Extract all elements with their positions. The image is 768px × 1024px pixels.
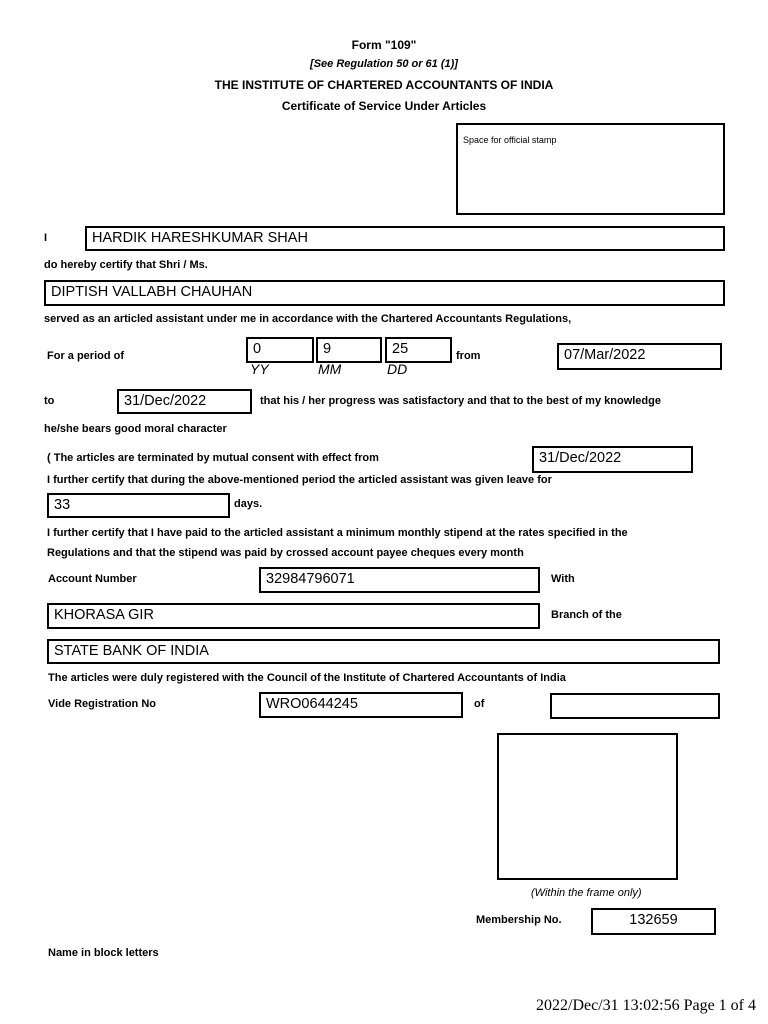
stipend-text-line1: I further certify that I have paid to the articled assistant a minimum monthly stipend at the rates specified in the: [47, 527, 628, 539]
official-stamp-box: [456, 123, 725, 215]
days-unit-label: DD: [387, 361, 408, 377]
membership-no-label: Membership No.: [476, 914, 562, 926]
account-number-label: Account Number: [48, 573, 137, 585]
form-number: Form "109": [351, 38, 417, 52]
months-unit-label: MM: [318, 361, 342, 377]
regulation-reference: [See Regulation 50 or 61 (1)]: [310, 58, 458, 70]
period-months-field[interactable]: 9: [316, 337, 382, 363]
signature-frame[interactable]: [497, 733, 678, 880]
period-days-field[interactable]: 25: [385, 337, 452, 363]
assistant-name-field[interactable]: DIPTISH VALLABH CHAUHAN: [44, 280, 725, 306]
from-label: from: [456, 350, 481, 362]
signature-frame-note: (Within the frame only): [531, 887, 642, 899]
leave-text: I further certify that during the above-mentioned period the articled assistant was given leave for: [47, 474, 552, 486]
to-date-field[interactable]: 31/Dec/2022: [117, 389, 252, 414]
leave-days-field[interactable]: 33: [47, 493, 230, 518]
period-years-field[interactable]: 0: [246, 337, 314, 363]
account-number-field[interactable]: 32984796071: [259, 567, 540, 593]
served-text: served as an articled assistant under me in accordance with the Chartered Accountants Regulations,: [44, 313, 572, 325]
registration-no-label: Vide Registration No: [48, 698, 156, 710]
name-block-letters-label: Name in block letters: [48, 947, 159, 959]
institute-title: THE INSTITUTE OF CHARTERED ACCOUNTANTS OF INDIA: [214, 78, 554, 92]
progress-text: that his / her progress was satisfactory and that to the best of my knowledge: [260, 395, 661, 407]
membership-number-field[interactable]: 132659: [591, 908, 716, 935]
period-label: For a period of: [47, 350, 124, 362]
moral-character-text: he/she bears good moral character: [44, 423, 227, 435]
stipend-text-line2: Regulations and that the stipend was paid by crossed account payee cheques every month: [47, 547, 524, 559]
registration-number-field[interactable]: WRO0644245: [259, 692, 463, 718]
i-label: I: [44, 232, 48, 244]
years-unit-label: YY: [250, 361, 269, 377]
of-label: of: [474, 698, 485, 710]
principal-name-field[interactable]: HARDIK HARESHKUMAR SHAH: [85, 226, 725, 251]
branch-field[interactable]: KHORASA GIR: [47, 603, 540, 629]
termination-text: ( The articles are terminated by mutual consent with effect from: [47, 452, 379, 464]
certificate-title: Certificate of Service Under Articles: [281, 99, 487, 113]
stamp-label: Space for official stamp: [463, 135, 557, 145]
branch-of-label: Branch of the: [551, 609, 622, 621]
with-label: With: [551, 573, 575, 585]
registration-text: The articles were duly registered with the Council of the Institute of Chartered Accountants of India: [48, 672, 566, 684]
footer-timestamp: 2022/Dec/31 13:02:56 Page 1 of 4: [536, 997, 756, 1014]
termination-date-field[interactable]: 31/Dec/2022: [532, 446, 693, 473]
registration-date-field[interactable]: [550, 693, 720, 719]
days-label: days.: [234, 498, 263, 510]
bank-name-field[interactable]: STATE BANK OF INDIA: [47, 639, 720, 664]
to-label: to: [44, 395, 55, 407]
from-date-field[interactable]: 07/Mar/2022: [557, 343, 722, 370]
certify-text: do hereby certify that Shri / Ms.: [44, 259, 208, 271]
